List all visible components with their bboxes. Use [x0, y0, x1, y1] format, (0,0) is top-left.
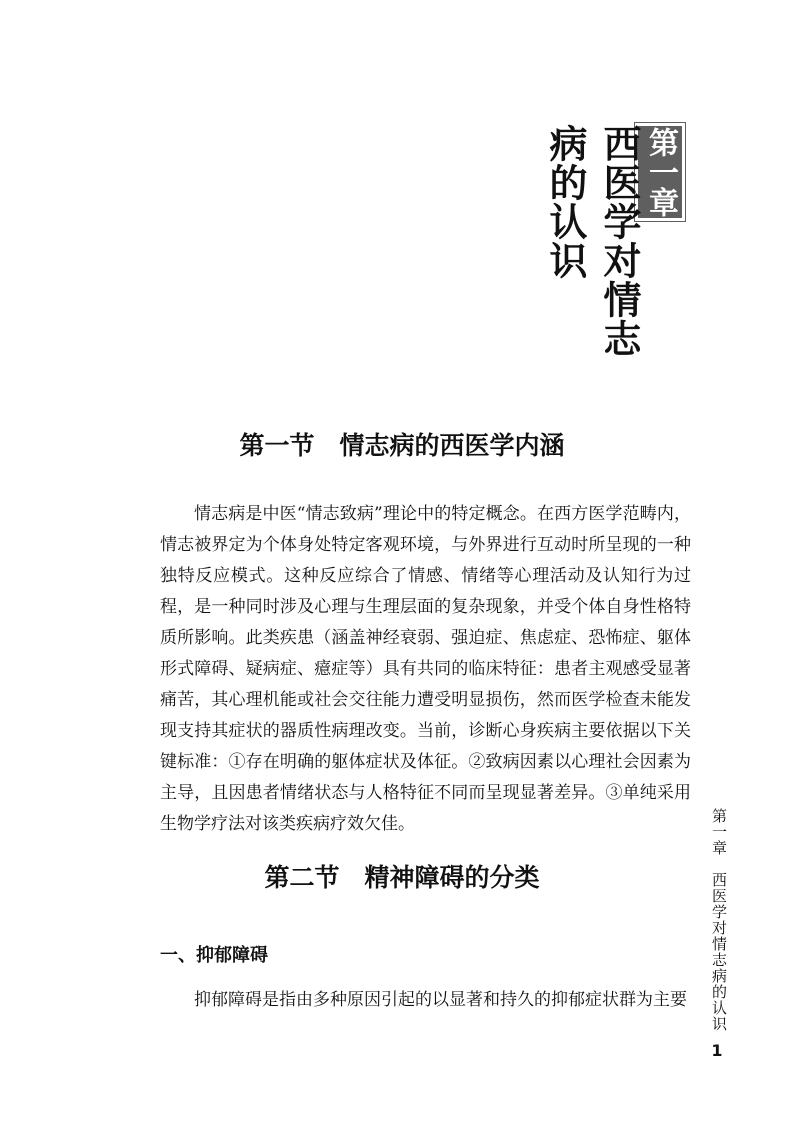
chapter-title: 西医学对情志病的认识 — [543, 124, 641, 358]
subsection-heading: 一、抑郁障碍 — [160, 945, 268, 966]
page-number: 1 — [711, 1041, 723, 1060]
running-header: 第一章 西医学对情志病的认识 — [710, 808, 728, 1032]
chapter-badge-label: 第一章 — [643, 127, 678, 217]
section-heading-1: 第一节 情志病的西医学内涵 — [239, 431, 565, 460]
section-heading-2: 第二节 精神障碍的分类 — [264, 863, 540, 892]
section-2-paragraph: 抑郁障碍是指由多种原因引起的以显著和持久的抑郁症状群为主要 — [194, 990, 687, 1010]
section-1-paragraph: 情志病是中医“情志致病”理论中的特定概念。在西方医学范畴内，情志被界定为个体身处特定客观环境，与外界进行互动时所呈现的一种独特反应模式。这种反应综合了情感、情绪等心理活动及认知行为过程，是一种同时涉及心理与生理层面的复杂现象，并受个体自身性格特质所影响。此类疾患（涵盖神经衰弱、强迫症、焦虑症、恐怖症、躯体形式障碍、疑病症、癔症等）具有共同的临床特征：患者主观感受显著痛苦，其心理机能或社会交往能力遭受明显损伤，然而医学检查未能发现支持其症状的器质性病理改变。当前，诊断心身疾病主要依据以下关键标准：①存在明确的躯体症状及体征。②致病因素以心理社会因素为主导，且因患者情绪状态与人格特征不同而呈现显著差异。③单纯采用生物学疗法对该类疾病疗效欠佳。 — [160, 504, 691, 834]
